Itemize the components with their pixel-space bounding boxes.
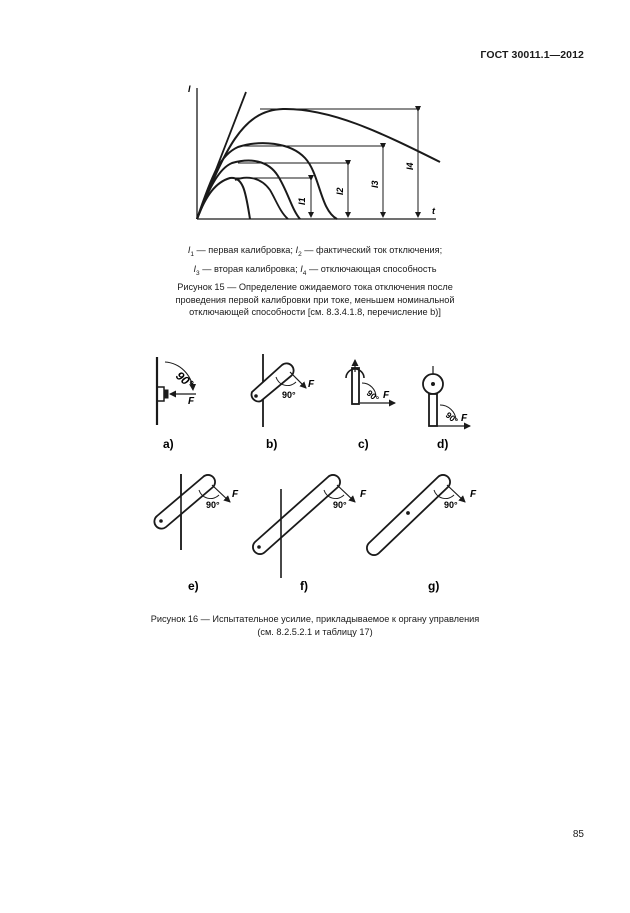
page-number: 85 [572,829,584,840]
legend-symbol: I [187,245,191,255]
force-label-a: F [188,396,195,407]
legend-symbol: I [300,263,303,274]
subfigure-a [157,357,196,425]
angle-label-e: 90° [206,500,220,510]
angle-label-d: 90° [443,409,460,426]
subfigure-label-c: c) [358,437,369,451]
subfigure-g [367,475,465,555]
figure-15-legend [140,243,490,281]
force-label-g: F [470,489,477,500]
figure-15-diagram [0,0,630,240]
force-label-e: F [232,489,239,500]
legend-subscript: 3 [196,269,200,277]
force-label-b: F [308,379,315,390]
figure-16-diagram [0,340,630,600]
y-axis-label: I [188,84,191,94]
curve-label-i3: I3 [370,180,380,188]
force-label-c: F [383,390,390,401]
force-label-d: F [461,413,468,424]
legend-text: — первая калибровка; [194,245,296,255]
figure-16-caption: Рисунок 16 — Испытательное усилие, прикладываемое к органу управления (см. 8.2.5.2.1 и таблицу 17) [150,614,480,637]
subfigure-label-a: a) [163,437,174,451]
legend-line-1 [140,243,490,262]
angle-label-f: 90° [333,500,347,510]
angle-label-b: 90° [282,390,296,400]
subfigure-e [154,474,230,550]
subfigure-label-g: g) [428,579,440,593]
force-label-f: F [360,489,367,500]
subfigure-label-f: f) [300,579,308,593]
legend-text: — отключающая способность [306,263,437,274]
x-axis-label: t [432,206,435,216]
legend-text: — фактический ток отключения; [301,245,443,255]
curve-label-i4: I4 [405,162,415,170]
curve-label-i1: I1 [297,197,307,205]
legend-subscript: 1 [190,250,194,258]
angle-label-a: 90° [173,368,196,391]
curve-i3 [197,143,337,219]
subfigure-f [253,475,355,578]
curve-label-i2: I2 [335,187,345,195]
legend-line-2 [140,262,490,281]
legend-symbol: I [295,245,299,255]
document-header: ГОСТ 30011.1—2012 [480,49,584,61]
legend-text: — вторая калибровка; [199,263,301,274]
subfigure-b [252,354,306,427]
legend-subscript: 4 [302,269,307,277]
subfigure-label-e: e) [188,579,199,593]
angle-label-g: 90° [444,500,458,510]
curve-hump [235,178,288,219]
legend-symbol: I [193,263,197,274]
figure-15-caption: Рисунок 15 — Определение ожидаемого тока отключения после проведения первой калибровки при токе, меньшем номинальной отключающей способности [см. 8.3.4.1.8, перечисление b)] [175,282,455,317]
subfigure-label-d: d) [437,437,449,451]
subfigure-label-b: b) [266,437,278,451]
legend-subscript: 2 [298,250,302,258]
angle-label-c: 90° [364,387,381,404]
